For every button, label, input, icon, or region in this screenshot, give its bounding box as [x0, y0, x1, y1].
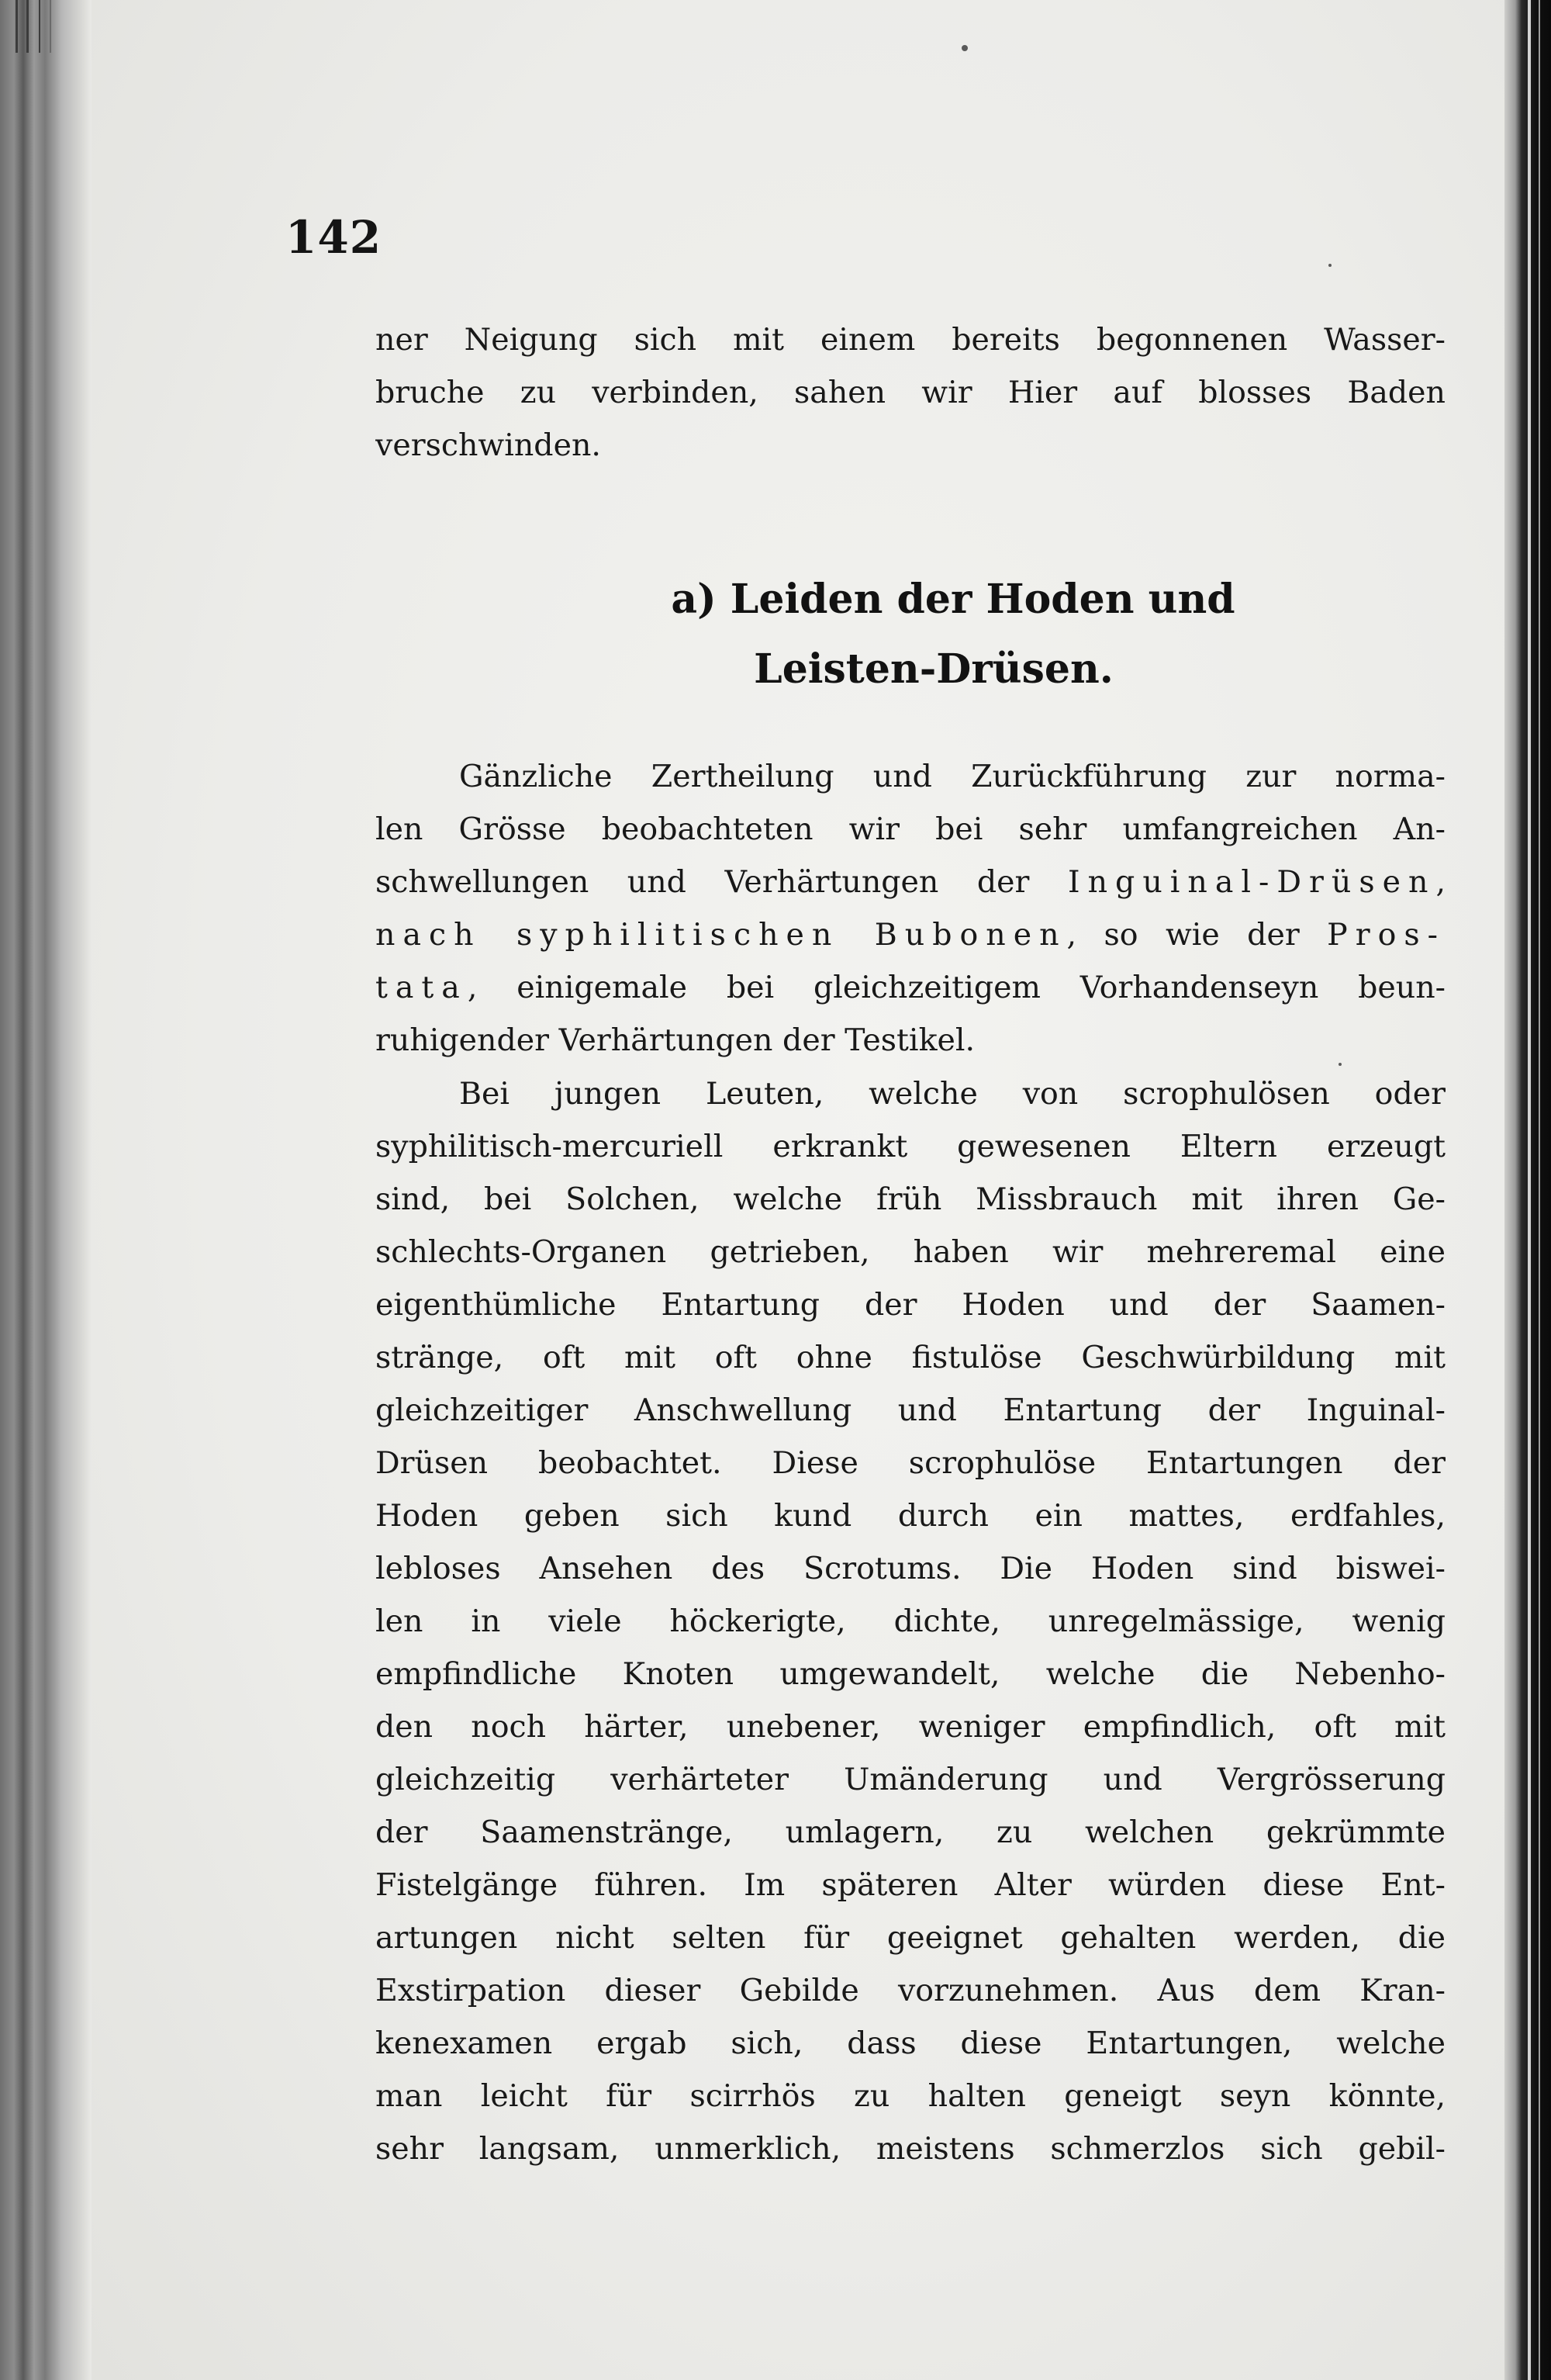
text-segment: , einigemale bei gleichzeitigem Vorhandenseyn beun- [467, 970, 1446, 1005]
text-line [375, 908, 1446, 961]
text-line: der Saamenstränge, umlagern, zu welchen gekrümmte [375, 1814, 1446, 1850]
text-segment: , so wie der [1066, 917, 1328, 953]
section-heading [375, 565, 1446, 704]
text-line: Drüsen beobachtet. Diese scrophulöse Entartungen der [375, 1445, 1446, 1481]
page-edge-right [1504, 0, 1551, 2380]
text-line: den noch härter, unebener, weniger empfindlich, oft mit [375, 1709, 1446, 1745]
text-line: bruche zu verbinden, sahen wir Hier auf blosses Baden [375, 375, 1446, 410]
text-line: ruhigender Verhärtungen der Testikel. [375, 1022, 976, 1058]
text-line: len Grösse beobachteten wir bei sehr umfangreichen An- [375, 811, 1446, 847]
book-page [92, 0, 1504, 2380]
binding-edge [0, 0, 92, 2380]
text-line: lebloses Ansehen des Scrotums. Die Hoden sind biswei- [375, 1551, 1446, 1586]
text-line: artungen nicht selten für geeignet gehalten werden, die [375, 1920, 1446, 1956]
text-line: gleichzeitig verhärteter Umänderung und Vergrösserung [375, 1762, 1446, 1797]
text-line: syphilitisch-mercuriell erkrankt gewesenen Eltern erzeugt [375, 1129, 1446, 1164]
text-line: stränge, oft mit oft ohne fistulöse Geschwürbildung mit [375, 1340, 1446, 1375]
text-line [375, 961, 1446, 1014]
text-line: empfindliche Knoten umgewandelt, welche die Nebenho- [375, 1656, 1446, 1692]
text-line: Hoden geben sich kund durch ein mattes, erdfahles, [375, 1498, 1446, 1534]
text-line: schlechts-Organen getrieben, haben wir mehreremal eine [375, 1234, 1446, 1270]
text-segment: , [1435, 864, 1446, 900]
text-line: Fistelgänge führen. Im späteren Alter würden diese Ent- [375, 1867, 1446, 1903]
text-line: Bei jungen Leuten, welche von scrophulösen oder [459, 1076, 1446, 1112]
text-line: len in viele höckerigte, dichte, unregelmässige, wenig [375, 1603, 1446, 1639]
text-line: gleichzeitiger Anschwellung und Entartung der Inguinal- [375, 1392, 1446, 1428]
heading-line: a) Leiden der Hoden und [671, 576, 1235, 623]
intro-paragraph [375, 313, 1446, 472]
text-line: Exstirpation dieser Gebilde vorzunehmen. Aus dem Kran- [375, 1973, 1446, 2008]
text-line: man leicht für scirrhös zu halten geneigt seyn könnte, [375, 2078, 1446, 2114]
text-line: ner Neigung sich mit einem bereits begonnenen Wasser- [375, 322, 1446, 358]
paragraph-1 [375, 750, 1446, 1067]
text-line: Gänzliche Zertheilung und Zurückführung zur norma- [459, 759, 1446, 794]
text-line: sehr langsam, unmerklich, meistens schmerzlos sich gebil- [375, 2131, 1446, 2167]
text-line: eigenthümliche Entartung der Hoden und der Saamen- [375, 1287, 1446, 1323]
text-line: sind, bei Solchen, welche früh Missbrauch mit ihren Ge- [375, 1181, 1446, 1217]
text-segment: schwellungen und Verhärtungen der [375, 864, 1068, 900]
spaced-term: Inguinal-Drüsen [1067, 864, 1436, 900]
text-line: kenexamen ergab sich, dass diese Entartungen, welche [375, 2025, 1446, 2061]
spaced-term: nach syphilitischen Bubonen [375, 917, 1067, 953]
heading-line: Leisten-Drüsen. [754, 645, 1114, 693]
paragraph-2 [375, 1067, 1446, 2175]
spaced-term: Pros- [1327, 917, 1446, 953]
page-number: 142 [285, 211, 382, 264]
text-line: verschwinden. [375, 427, 601, 463]
text-line [375, 856, 1446, 908]
spaced-term: tata [375, 970, 468, 1005]
